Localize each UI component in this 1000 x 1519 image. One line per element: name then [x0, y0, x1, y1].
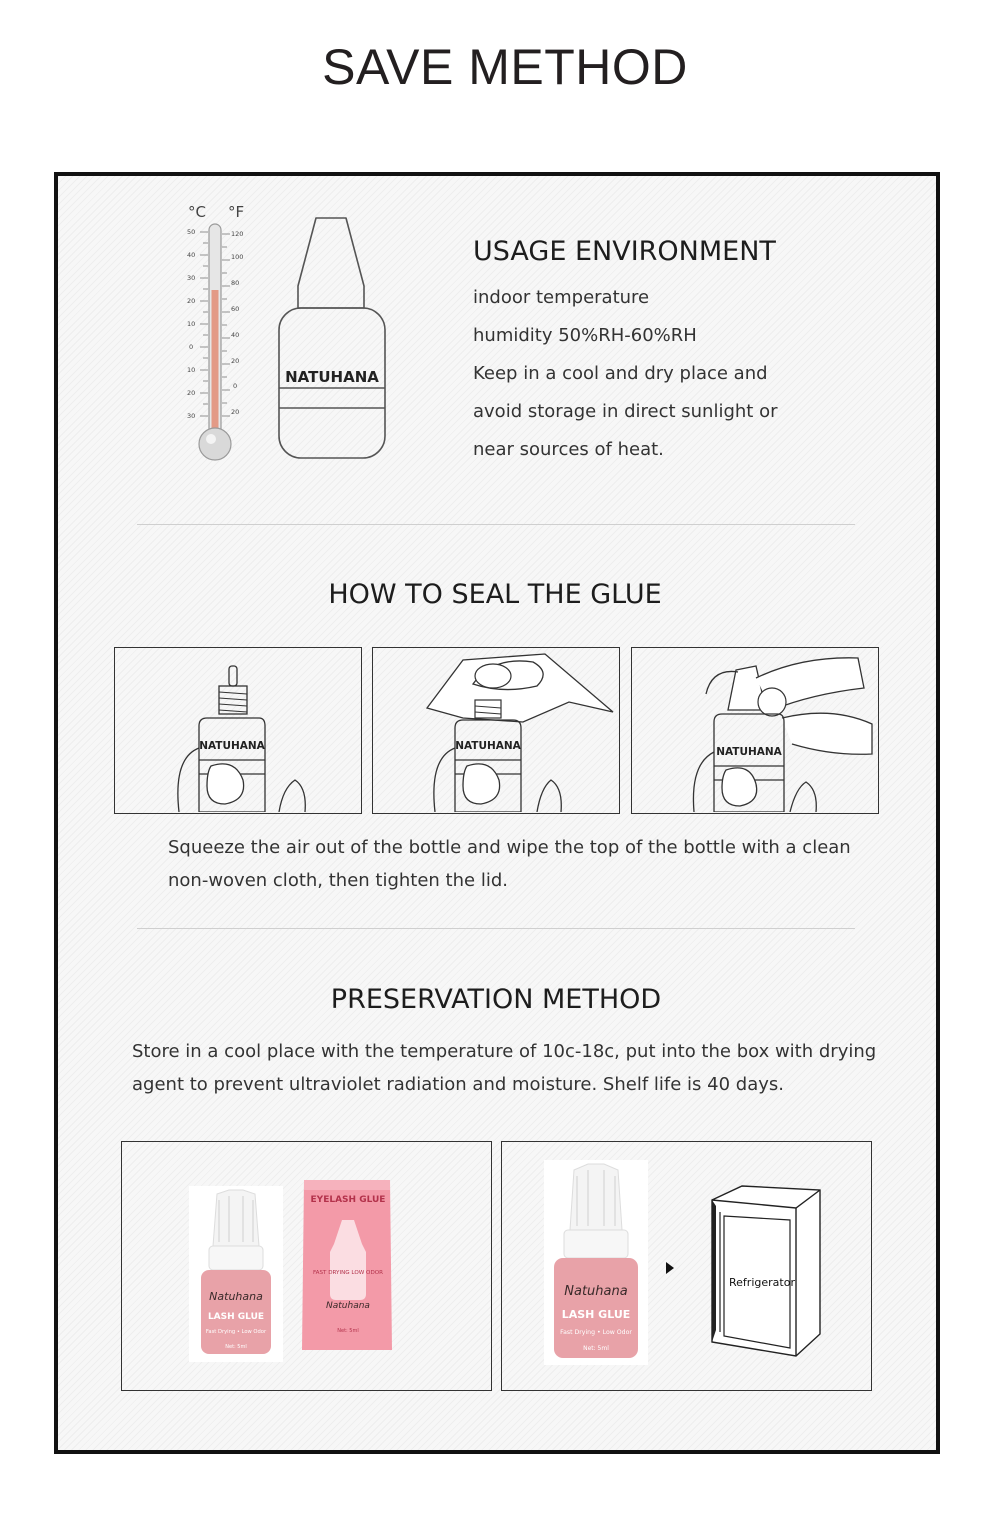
seal-heading: HOW TO SEAL THE GLUE [328, 579, 662, 610]
bottle-brand-label: NATUHANA [285, 368, 379, 386]
svg-text:80: 80 [231, 279, 240, 287]
bottle-logo: Natuhana [209, 1290, 263, 1303]
preservation-description-line: agent to prevent ultraviolet radiation and moisture. Shelf life is 40 days. [132, 1074, 784, 1095]
wipe-bottle-illustration [373, 648, 618, 812]
step-1-brand: NATUHANA [199, 740, 265, 752]
svg-text:20: 20 [231, 408, 240, 416]
lash-glue-bottle-photo [544, 1160, 648, 1365]
celsius-unit: °C [188, 203, 206, 221]
svg-text:50: 50 [187, 228, 196, 236]
usage-line: humidity 50%RH-60%RH [473, 325, 697, 346]
svg-text:40: 40 [231, 331, 240, 339]
section-divider [137, 524, 855, 525]
thermometer-icon [180, 198, 260, 468]
usage-line: near sources of heat. [473, 439, 664, 460]
svg-text:20: 20 [187, 297, 196, 305]
bottle-net: Net: 5ml [583, 1345, 609, 1352]
svg-text:20: 20 [187, 389, 196, 397]
bottle-product-name: LASH GLUE [561, 1308, 631, 1321]
refrigerator-label: Refrigerator [729, 1276, 795, 1289]
box-net: Net: 5ml [337, 1328, 359, 1334]
lash-glue-bottle-photo [189, 1186, 283, 1362]
glue-bottle-icon [272, 212, 392, 464]
svg-text:0: 0 [189, 343, 194, 351]
step-3-brand: NATUHANA [716, 746, 782, 758]
svg-text:120: 120 [231, 230, 244, 238]
preservation-description-line: Store in a cool place with the temperature of 10c-18c, put into the box with drying [132, 1041, 877, 1062]
svg-text:10: 10 [187, 320, 196, 328]
tighten-lid-illustration [632, 648, 877, 812]
bottle-net: Net: 5ml [225, 1344, 247, 1350]
refrigerator-icon [702, 1182, 832, 1362]
bottle-tagline: Fast Drying • Low Odor [560, 1329, 632, 1336]
svg-text:60: 60 [231, 305, 240, 313]
section-divider [137, 928, 855, 929]
svg-text:40: 40 [187, 251, 196, 259]
eyelash-glue-box-photo [298, 1174, 398, 1354]
usage-line: indoor temperature [473, 287, 650, 308]
seal-description-line: non-woven cloth, then tighten the lid. [168, 870, 508, 891]
svg-text:0: 0 [233, 382, 238, 390]
seal-description [168, 831, 888, 897]
step-2-brand: NATUHANA [455, 740, 521, 752]
seal-step-2-panel [372, 647, 620, 814]
seal-description-line: Squeeze the air out of the bottle and wipe the top of the bottle with a clean [168, 837, 851, 858]
preservation-heading: PRESERVATION METHOD [330, 984, 662, 1015]
svg-text:100: 100 [231, 253, 244, 261]
product-and-box-panel [121, 1141, 492, 1391]
arrow-right-icon [662, 1260, 678, 1276]
usage-line: avoid storage in direct sunlight or [473, 401, 778, 422]
thermometer-fill [212, 290, 219, 440]
seal-step-1-panel [114, 647, 362, 814]
svg-text:20: 20 [231, 357, 240, 365]
svg-text:30: 30 [187, 274, 196, 282]
box-title: EYELASH GLUE [310, 1195, 386, 1205]
refrigerator-panel [501, 1141, 872, 1391]
svg-text:10: 10 [187, 366, 196, 374]
svg-text:30: 30 [187, 412, 196, 420]
box-logo: Natuhana [326, 1301, 370, 1311]
usage-line: Keep in a cool and dry place and [473, 363, 768, 384]
bottle-product-name: LASH GLUE [207, 1312, 265, 1322]
bottle-tagline: Fast Drying • Low Odor [205, 1329, 267, 1335]
bottle-logo: Natuhana [564, 1284, 628, 1299]
seal-step-3-panel [631, 647, 879, 814]
page-title: SAVE METHOD [322, 39, 688, 95]
fahrenheit-unit: °F [228, 203, 245, 221]
squeeze-bottle-illustration [115, 648, 360, 812]
preservation-description [132, 1035, 912, 1101]
box-subtitle: FAST DRYING LOW ODOR [312, 1270, 384, 1276]
usage-environment-heading: USAGE ENVIRONMENT [473, 236, 776, 267]
